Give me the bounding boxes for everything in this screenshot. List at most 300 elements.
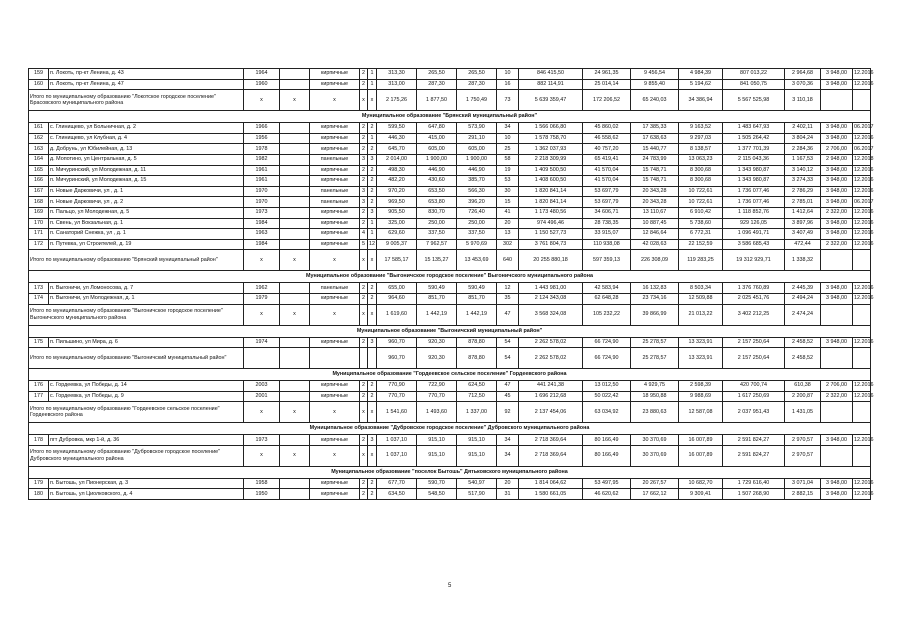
section-title: Муниципальное образование "Выгоничское городское поселение" Выгоничского муниципального района <box>29 271 871 283</box>
table-cell: 80 166,49 <box>583 435 631 446</box>
table-cell: x <box>360 304 368 325</box>
table-cell: 841 050,75 <box>723 79 785 90</box>
table-cell: 15 440,77 <box>631 144 679 155</box>
table-cell: кирпичные <box>310 218 360 229</box>
table-cell: 1 442,19 <box>417 304 457 325</box>
subtotal-row <box>29 250 871 271</box>
table-row <box>29 197 871 208</box>
section-header-row <box>29 111 871 123</box>
table-cell: 915,10 <box>417 445 457 466</box>
table-cell: 3 948,00 <box>821 186 853 197</box>
table-cell: 472,44 <box>785 239 821 250</box>
table-cell: 25 014,14 <box>583 79 631 90</box>
table-cell: 1 362 037,93 <box>519 144 583 155</box>
table-cell: 21 013,22 <box>679 304 723 325</box>
table-cell: 2 <box>360 133 368 144</box>
section-header-row <box>29 271 871 283</box>
table-cell: 12 587,08 <box>679 402 723 423</box>
table-cell: кирпичные <box>310 176 360 187</box>
table-cell <box>280 435 310 446</box>
table-cell: 1979 <box>244 293 280 304</box>
table-cell: 53 697,79 <box>583 197 631 208</box>
table-row <box>29 79 871 90</box>
table-cell: 162 <box>29 133 49 144</box>
table-cell: 3 <box>368 435 377 446</box>
table-cell: 34 <box>497 435 519 446</box>
table-cell: 2 <box>368 391 377 402</box>
table-cell <box>280 165 310 176</box>
table-cell: 5 970,69 <box>457 239 497 250</box>
table-cell: 1 173 480,56 <box>519 207 583 218</box>
table-cell: 66 724,90 <box>583 337 631 348</box>
table-cell: 6 910,42 <box>679 207 723 218</box>
table-cell: 3 804,24 <box>785 133 821 144</box>
table-cell: 1984 <box>244 218 280 229</box>
table-cell: 2 882,15 <box>785 489 821 500</box>
table-cell: 878,80 <box>457 348 497 369</box>
subtotal-label: Итого по муниципальному образованию "Дубровское городское поселение" Дубровского муниципального района <box>29 445 244 466</box>
table-cell: 1964 <box>244 69 280 80</box>
table-cell: 265,50 <box>457 69 497 80</box>
table-cell: 15 <box>497 197 519 208</box>
table-cell: 566,30 <box>457 186 497 197</box>
table-cell: 2 322,00 <box>821 207 853 218</box>
table-cell: 168 <box>29 197 49 208</box>
table-cell: 3 <box>368 154 377 165</box>
table-cell: 8 300,68 <box>679 176 723 187</box>
table-cell: 645,70 <box>377 144 417 155</box>
table-cell: 30 <box>497 186 519 197</box>
table-cell: 655,00 <box>377 283 417 294</box>
table-cell: 1974 <box>244 337 280 348</box>
table-cell: 12.2016 <box>853 186 871 197</box>
table-cell: 712,50 <box>457 391 497 402</box>
table-cell: 9 163,52 <box>679 123 723 134</box>
table-cell <box>280 381 310 392</box>
table-cell <box>280 133 310 144</box>
table-cell: 3 897,96 <box>785 218 821 229</box>
table-cell: кирпичные <box>310 229 360 240</box>
table-cell: 599,50 <box>377 123 417 134</box>
table-cell: 1 814 064,62 <box>519 478 583 489</box>
table-cell: 291,10 <box>457 133 497 144</box>
table-cell: 1961 <box>244 165 280 176</box>
table-cell: 969,50 <box>377 197 417 208</box>
table-cell: 2 718 369,64 <box>519 445 583 466</box>
table-cell: 2 200,87 <box>785 391 821 402</box>
table-cell: 905,50 <box>377 207 417 218</box>
table-cell: 12.2016 <box>853 218 871 229</box>
table-cell: 807 013,22 <box>723 69 785 80</box>
table-cell: 226 308,09 <box>631 250 679 271</box>
table-cell: 34 386,94 <box>679 90 723 111</box>
table-cell: 1 483 647,93 <box>723 123 785 134</box>
table-cell: 6 772,31 <box>679 229 723 240</box>
table-cell: x <box>368 304 377 325</box>
table-cell: 172 206,52 <box>583 90 631 111</box>
table-cell: 830,70 <box>417 207 457 218</box>
table-cell: 18 950,88 <box>631 391 679 402</box>
table-cell: 24 783,99 <box>631 154 679 165</box>
table-cell: 13 323,91 <box>679 348 723 369</box>
table-cell <box>821 445 853 466</box>
table-cell <box>853 402 871 423</box>
table-cell: 2 718 369,64 <box>519 435 583 446</box>
subtotal-label: Итого по муниципальному образованию "Гордеевское сельское поселение" Гордеевского района <box>29 402 244 423</box>
table-cell: 2 <box>360 435 368 446</box>
table-cell: 3 948,00 <box>821 218 853 229</box>
table-cell: 15 135,27 <box>417 250 457 271</box>
table-cell: 16 132,83 <box>631 283 679 294</box>
table-cell: 1950 <box>244 489 280 500</box>
address-cell: с. Гордеевка, ул Победы, д. 14 <box>49 381 244 392</box>
table-cell: кирпичные <box>310 293 360 304</box>
address-cell: с. Гордеевка, ул Победы, д. 9 <box>49 391 244 402</box>
table-cell: 3 071,04 <box>785 478 821 489</box>
table-cell: кирпичные <box>310 478 360 489</box>
table-cell <box>244 348 280 369</box>
table-cell: 1962 <box>244 283 280 294</box>
table-cell: 915,10 <box>417 435 457 446</box>
table-cell: 337,50 <box>417 229 457 240</box>
table-cell <box>280 197 310 208</box>
table-cell <box>853 90 871 111</box>
table-cell <box>853 348 871 369</box>
address-cell: с. Глинищево, ул Больничная, д. 2 <box>49 123 244 134</box>
table-cell: 3 948,00 <box>821 293 853 304</box>
table-cell: 169 <box>29 207 49 218</box>
table-cell: кирпичные <box>310 381 360 392</box>
table-cell: 2 <box>360 123 368 134</box>
table-cell: 20 255 880,18 <box>519 250 583 271</box>
table-cell: 1 566 066,80 <box>519 123 583 134</box>
address-cell: д. Мопотино, ул Центральная, д. 5 <box>49 154 244 165</box>
table-cell: 2 <box>368 197 377 208</box>
table-cell: 28 738,35 <box>583 218 631 229</box>
table-cell: 1 <box>368 69 377 80</box>
table-cell: x <box>310 250 360 271</box>
table-cell <box>280 123 310 134</box>
address-cell: пгт Дубровка, мкр 1-й, д. 36 <box>49 435 244 446</box>
table-cell: 2 <box>360 207 368 218</box>
table-cell: 1 736 077,46 <box>723 186 785 197</box>
table-cell: 1 338,32 <box>785 250 821 271</box>
table-cell: 2 <box>360 176 368 187</box>
table-cell <box>280 218 310 229</box>
table-cell: 770,90 <box>377 381 417 392</box>
table-cell: 2 458,52 <box>785 348 821 369</box>
table-cell: 2 322,00 <box>821 239 853 250</box>
table-cell: 313,30 <box>377 69 417 80</box>
table-cell: 3 948,00 <box>821 133 853 144</box>
table-cell: 9 005,37 <box>377 239 417 250</box>
table-cell: 430,60 <box>417 176 457 187</box>
table-cell: 1 431,05 <box>785 402 821 423</box>
table-cell <box>853 250 871 271</box>
table-cell: 2 218 309,99 <box>519 154 583 165</box>
table-cell: 3 140,12 <box>785 165 821 176</box>
table-cell: 1 <box>368 229 377 240</box>
table-row <box>29 133 871 144</box>
register-sheet <box>28 68 874 500</box>
table-cell: 15 748,71 <box>631 165 679 176</box>
table-cell: x <box>280 402 310 423</box>
table-cell <box>280 348 310 369</box>
table-cell: 2 <box>360 165 368 176</box>
address-cell: д. Добрунь, ул Юбилейная, д. 13 <box>49 144 244 155</box>
table-cell: 3 761 804,73 <box>519 239 583 250</box>
table-cell: 605,00 <box>417 144 457 155</box>
table-cell: 20 343,28 <box>631 197 679 208</box>
table-cell: 12 846,64 <box>631 229 679 240</box>
table-cell: 441 241,38 <box>519 381 583 392</box>
subtotal-label: Итого по муниципальному образованию "Выгоничское городское поселение" Выгоничского муниципального района <box>29 304 244 325</box>
table-cell: 770,70 <box>377 391 417 402</box>
subtotal-label: Итого по муниципальному образованию "Локотское городское поселение" Брасовского муниципального района <box>29 90 244 111</box>
table-cell: 3 948,00 <box>821 229 853 240</box>
table-cell: 1 409 500,50 <box>519 165 583 176</box>
table-cell: 2 <box>360 478 368 489</box>
table-cell: 50 022,42 <box>583 391 631 402</box>
table-cell: 1 096 491,71 <box>723 229 785 240</box>
address-cell: п. Бытошь, ул Пионерская, д. 3 <box>49 478 244 489</box>
table-row <box>29 69 871 80</box>
table-cell: 2 402,11 <box>785 123 821 134</box>
table-cell <box>310 348 360 369</box>
table-cell: 1 118 852,76 <box>723 207 785 218</box>
table-cell: 19 <box>497 165 519 176</box>
table-cell: 396,20 <box>457 197 497 208</box>
table-cell: 19 312 929,71 <box>723 250 785 271</box>
table-row <box>29 391 871 402</box>
housing-repair-table <box>28 68 874 500</box>
table-cell: 3 274,33 <box>785 176 821 187</box>
table-cell: 13 323,91 <box>679 337 723 348</box>
table-cell: 1958 <box>244 478 280 489</box>
table-cell: 1956 <box>244 133 280 144</box>
table-cell <box>280 176 310 187</box>
table-cell: 17 385,33 <box>631 123 679 134</box>
table-cell: 1 343 980,87 <box>723 176 785 187</box>
table-cell: 1 <box>368 133 377 144</box>
table-cell: 73 <box>497 90 519 111</box>
table-cell <box>360 348 368 369</box>
table-cell <box>821 250 853 271</box>
table-cell: 2 591 824,27 <box>723 435 785 446</box>
address-cell: п. Новые Дарковичи, ул , д. 1 <box>49 186 244 197</box>
table-cell: 1970 <box>244 186 280 197</box>
table-cell: 66 724,90 <box>583 348 631 369</box>
table-cell: 163 <box>29 144 49 155</box>
table-cell: 960,70 <box>377 337 417 348</box>
address-cell: п. Выгоничи, ул Молодежная, д. 1 <box>49 293 244 304</box>
table-cell: 12.2016 <box>853 391 871 402</box>
table-cell: 10 <box>497 133 519 144</box>
table-cell: 1 150 527,73 <box>519 229 583 240</box>
table-cell: 3 948,00 <box>821 123 853 134</box>
section-title: Муниципальное образование "поселок Бытошь" Дятьковского муниципального района <box>29 466 871 478</box>
table-cell: 517,90 <box>457 489 497 500</box>
address-cell: п. Локоть, пр-кт Ленина, д. 43 <box>49 69 244 80</box>
table-cell: кирпичные <box>310 165 360 176</box>
table-cell: 92 <box>497 402 519 423</box>
table-cell: 12.2016 <box>853 79 871 90</box>
table-cell: 302 <box>497 239 519 250</box>
table-cell: 2 <box>360 337 368 348</box>
table-cell <box>280 239 310 250</box>
table-cell <box>280 154 310 165</box>
table-cell: 2 <box>360 218 368 229</box>
table-cell: 653,50 <box>417 186 457 197</box>
table-cell: 4 929,75 <box>631 381 679 392</box>
table-cell: 498,30 <box>377 165 417 176</box>
table-cell: 8 300,68 <box>679 165 723 176</box>
table-cell: 2 <box>360 79 368 90</box>
table-cell: 597 359,13 <box>583 250 631 271</box>
section-header-row <box>29 325 871 337</box>
table-cell: 3 <box>360 197 368 208</box>
table-cell: 446,90 <box>457 165 497 176</box>
table-cell: 1984 <box>244 239 280 250</box>
table-cell: 4 <box>360 229 368 240</box>
table-cell: 3 <box>368 207 377 218</box>
address-cell: с. Глинищево, ул Клубная, д. 4 <box>49 133 244 144</box>
table-cell: кирпичные <box>310 123 360 134</box>
table-cell <box>280 229 310 240</box>
table-cell: 9 456,54 <box>631 69 679 80</box>
table-cell: 2001 <box>244 391 280 402</box>
table-cell: 175 <box>29 337 49 348</box>
table-cell: 9 855,40 <box>631 79 679 90</box>
table-cell: 2 137 454,06 <box>519 402 583 423</box>
table-cell: 250,00 <box>457 218 497 229</box>
table-cell: 45 <box>497 391 519 402</box>
table-cell: 63 034,92 <box>583 402 631 423</box>
table-cell: кирпичные <box>310 144 360 155</box>
table-cell: 31 <box>497 489 519 500</box>
table-cell: 2 474,24 <box>785 304 821 325</box>
table-cell: 1 408 600,50 <box>519 176 583 187</box>
table-cell: 1 376 760,89 <box>723 283 785 294</box>
table-cell: 2 458,52 <box>785 337 821 348</box>
table-cell <box>280 489 310 500</box>
table-cell: кирпичные <box>310 435 360 446</box>
table-cell: 3 948,00 <box>821 176 853 187</box>
table-cell: 178 <box>29 435 49 446</box>
table-cell: 2 <box>368 293 377 304</box>
table-cell: 2 <box>368 489 377 500</box>
table-cell: 2 445,39 <box>785 283 821 294</box>
table-cell: 1 877,50 <box>417 90 457 111</box>
table-cell: 960,70 <box>377 348 417 369</box>
table-cell <box>280 186 310 197</box>
table-cell: 677,70 <box>377 478 417 489</box>
table-cell: 1 696 212,68 <box>519 391 583 402</box>
table-cell: 3 948,00 <box>821 283 853 294</box>
table-cell: 2 <box>360 391 368 402</box>
table-cell: x <box>244 402 280 423</box>
table-cell <box>821 304 853 325</box>
table-cell: 2 <box>360 381 368 392</box>
table-cell: 915,10 <box>457 445 497 466</box>
table-cell: 10 <box>497 69 519 80</box>
table-cell: 629,60 <box>377 229 417 240</box>
table-cell: панельные <box>310 283 360 294</box>
table-cell: 176 <box>29 381 49 392</box>
table-cell: 2 <box>360 489 368 500</box>
table-cell <box>280 283 310 294</box>
table-cell: 482,20 <box>377 176 417 187</box>
table-cell: 878,80 <box>457 337 497 348</box>
table-cell: 325,00 <box>377 218 417 229</box>
table-cell: 15 748,71 <box>631 176 679 187</box>
table-cell: 2 115 043,36 <box>723 154 785 165</box>
table-cell: 30 370,69 <box>631 445 679 466</box>
table-cell: 882 114,91 <box>519 79 583 90</box>
table-cell: 3 586 685,43 <box>723 239 785 250</box>
address-cell: п. Мичуринский, ул Молодежная, д. 15 <box>49 176 244 187</box>
subtotal-row <box>29 90 871 111</box>
table-cell <box>280 69 310 80</box>
table-cell: 3 948,00 <box>821 489 853 500</box>
table-row <box>29 381 871 392</box>
table-cell: 851,70 <box>417 293 457 304</box>
table-cell: 2 014,00 <box>377 154 417 165</box>
table-cell: кирпичные <box>310 69 360 80</box>
table-cell: 1960 <box>244 79 280 90</box>
table-cell: x <box>244 90 280 111</box>
table-cell: x <box>368 402 377 423</box>
table-cell: 3 948,00 <box>821 435 853 446</box>
table-cell: 7 962,57 <box>417 239 457 250</box>
table-cell: 590,49 <box>457 283 497 294</box>
table-cell: 2 262 578,02 <box>519 337 583 348</box>
address-cell: п. Выгоничи, ул Ломоносова, д. 7 <box>49 283 244 294</box>
table-cell: 1970 <box>244 197 280 208</box>
table-row <box>29 337 871 348</box>
table-cell: 5 567 525,98 <box>723 90 785 111</box>
table-cell: x <box>360 90 368 111</box>
table-cell: 1963 <box>244 229 280 240</box>
table-row <box>29 123 871 134</box>
table-cell: 12.2016 <box>853 69 871 80</box>
table-cell: 970,20 <box>377 186 417 197</box>
table-row <box>29 207 871 218</box>
section-header-row <box>29 466 871 478</box>
table-cell: 06.2017 <box>853 123 871 134</box>
table-cell: 1 578 758,70 <box>519 133 583 144</box>
table-cell: 1966 <box>244 123 280 134</box>
table-row <box>29 186 871 197</box>
table-cell: 80 166,49 <box>583 445 631 466</box>
table-cell: 12 <box>497 283 519 294</box>
table-cell: 159 <box>29 69 49 80</box>
table-cell: 41 570,04 <box>583 165 631 176</box>
table-cell: 2 970,57 <box>785 445 821 466</box>
table-cell: 1 037,10 <box>377 445 417 466</box>
section-header-row <box>29 423 871 435</box>
table-cell: 25 278,57 <box>631 348 679 369</box>
table-cell: 30 370,69 <box>631 435 679 446</box>
table-cell: 590,49 <box>417 283 457 294</box>
table-cell: 62 648,28 <box>583 293 631 304</box>
table-cell: x <box>244 304 280 325</box>
table-cell: 540,97 <box>457 478 497 489</box>
table-cell: 12.2016 <box>853 133 871 144</box>
table-cell: 41 <box>497 207 519 218</box>
table-cell: 25 <box>497 144 519 155</box>
table-cell: 2 706,00 <box>821 144 853 155</box>
